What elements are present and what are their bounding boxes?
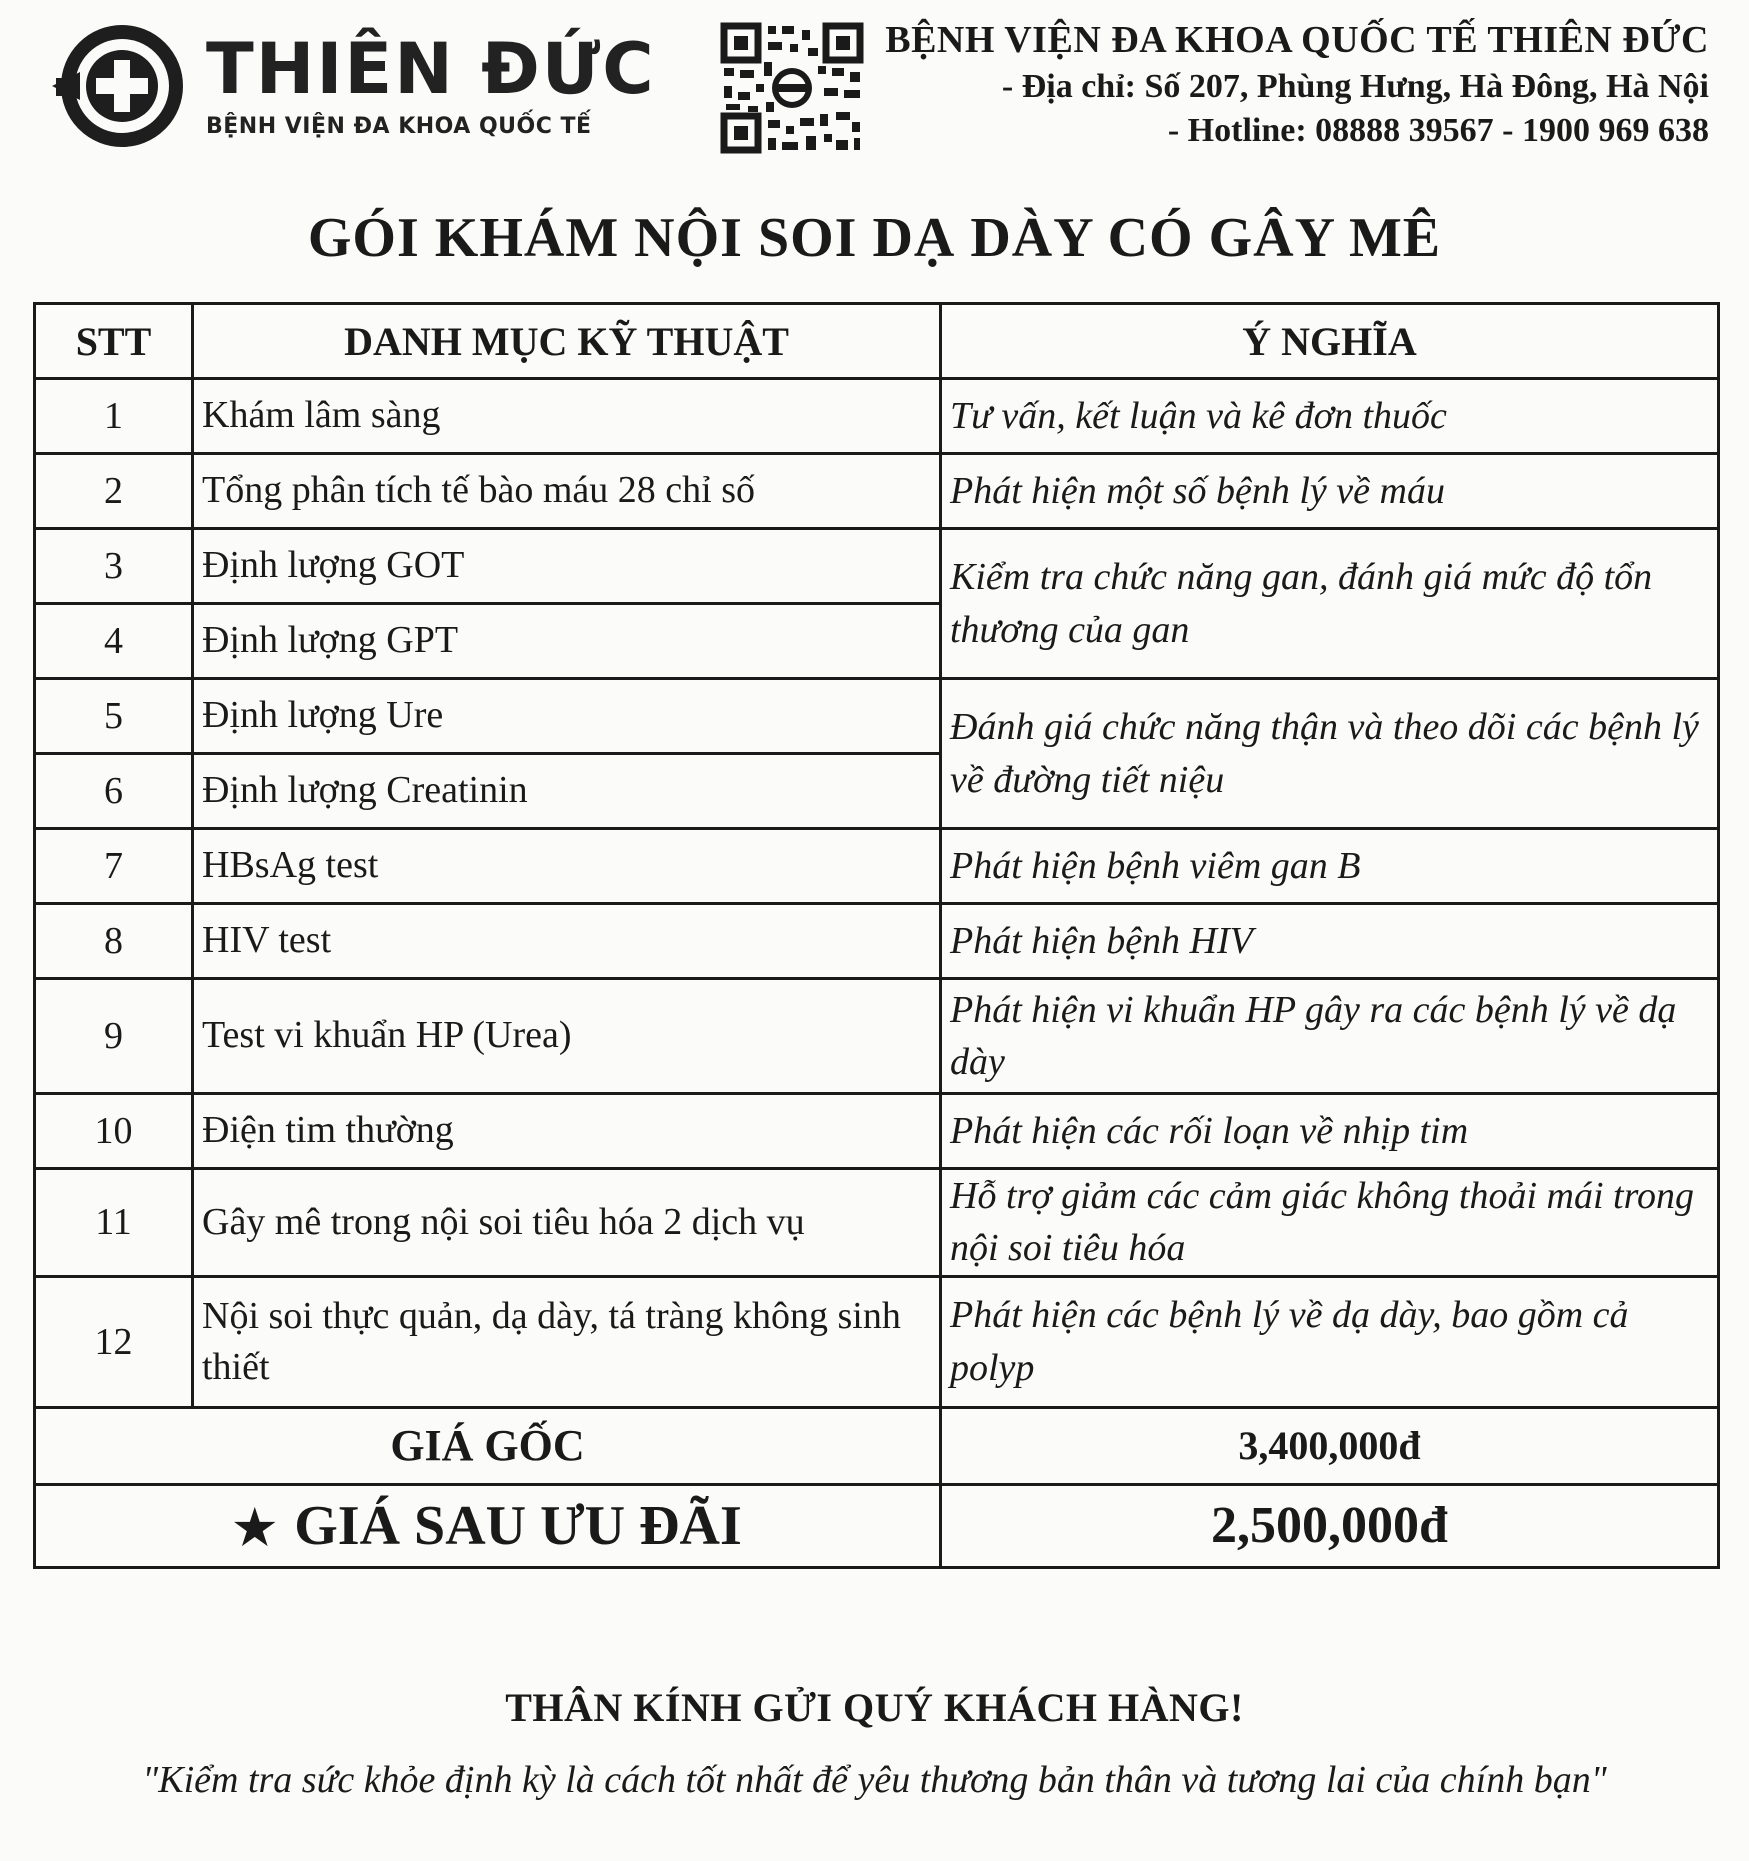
greeting: THÂN KÍNH GỬI QUÝ KHÁCH HÀNG! [505, 1685, 1244, 1730]
star-icon: ★ [233, 1501, 277, 1555]
row-item: Định lượng GPT [193, 604, 941, 679]
row-desc: Phát hiện một số bệnh lý về máu [941, 454, 1719, 529]
row-item: Nội soi thực quản, dạ dày, tá tràng không sinh thiết [193, 1276, 941, 1407]
row-stt: 1 [35, 379, 193, 454]
row-stt: 12 [35, 1276, 193, 1407]
row-item: HIV test [193, 904, 941, 979]
row-item: Định lượng GOT [193, 529, 941, 604]
hospital-info [885, 18, 1709, 150]
cross-logo-icon [50, 20, 190, 152]
row-stt: 9 [35, 979, 193, 1094]
row-stt: 10 [35, 1094, 193, 1169]
row-desc: Phát hiện vi khuẩn HP gây ra các bệnh lý về dạ dày [941, 979, 1719, 1094]
table-row [35, 454, 1719, 529]
row-desc: Kiểm tra chức năng gan, đánh giá mức độ tổn thương của gan [941, 529, 1719, 679]
table-row [35, 829, 1719, 904]
table-row [35, 904, 1719, 979]
row-item: HBsAg test [193, 829, 941, 904]
row-desc: Phát hiện bệnh viêm gan B [941, 829, 1719, 904]
row-stt: 3 [35, 529, 193, 604]
hospital-name: BỆNH VIỆN ĐA KHOA QUỐC TẾ THIÊN ĐỨC [885, 19, 1709, 61]
table-row [35, 1169, 1719, 1277]
promo-price-cell [35, 1484, 941, 1567]
row-item: Định lượng Creatinin [193, 754, 941, 829]
table-row [35, 979, 1719, 1094]
header-meaning: Ý NGHĨA [941, 304, 1719, 379]
original-price-value: 3,400,000đ [941, 1407, 1719, 1484]
row-desc: Phát hiện các bệnh lý về dạ dày, bao gồm cả polyp [941, 1276, 1719, 1407]
original-price-row [35, 1407, 1719, 1484]
table-header-row [35, 304, 1719, 379]
row-stt: 7 [35, 829, 193, 904]
row-item: Test vi khuẩn HP (Urea) [193, 979, 941, 1094]
logo-name: THIÊN ĐỨC [206, 27, 656, 110]
row-desc: Hỗ trợ giảm các cảm giác không thoải mái trong nội soi tiêu hóa [941, 1169, 1719, 1277]
table-row [35, 379, 1719, 454]
row-item: Định lượng Ure [193, 679, 941, 754]
row-desc: Đánh giá chức năng thận và theo dõi các bệnh lý về đường tiết niệu [941, 679, 1719, 829]
closing-quote: "Kiểm tra sức khỏe định kỳ là cách tốt nhất để yêu thương bản thân và tương lai của chính bạn" [142, 1759, 1607, 1801]
row-desc: Phát hiện các rối loạn về nhịp tim [941, 1094, 1719, 1169]
row-stt: 6 [35, 754, 193, 829]
hospital-hotline: - Hotline: 08888 39567 - 1900 969 638 [1167, 112, 1709, 149]
row-stt: 11 [35, 1169, 193, 1277]
header-technique: DANH MỤC KỸ THUẬT [193, 304, 941, 379]
page-header [0, 0, 1749, 170]
table-row [35, 679, 1719, 754]
header-stt: STT [35, 304, 193, 379]
row-desc: Phát hiện bệnh HIV [941, 904, 1719, 979]
table-row [35, 1094, 1719, 1169]
row-stt: 4 [35, 604, 193, 679]
qr-code-icon [720, 22, 864, 154]
promo-price-label: GIÁ SAU ƯU ĐÃI [294, 1494, 742, 1557]
row-stt: 5 [35, 679, 193, 754]
promo-price-value: 2,500,000đ [941, 1484, 1719, 1567]
table-row [35, 529, 1719, 604]
row-item: Điện tim thường [193, 1094, 941, 1169]
row-item: Tổng phân tích tế bào máu 28 chỉ số [193, 454, 941, 529]
row-stt: 8 [35, 904, 193, 979]
logo-subtitle: BỆNH VIỆN ĐA KHOA QUỐC TẾ [206, 113, 592, 139]
promo-price-row [35, 1484, 1719, 1567]
package-table [33, 302, 1720, 1569]
row-desc: Tư vấn, kết luận và kê đơn thuốc [941, 379, 1719, 454]
row-item: Khám lâm sàng [193, 379, 941, 454]
table-row [35, 1276, 1719, 1407]
hospital-logo [50, 20, 656, 152]
original-price-label: GIÁ GỐC [35, 1407, 941, 1484]
package-title: GÓI KHÁM NỘI SOI DẠ DÀY CÓ GÂY MÊ [307, 207, 1442, 269]
row-stt: 2 [35, 454, 193, 529]
hospital-address: - Địa chỉ: Số 207, Phùng Hưng, Hà Đông, Hà Nội [1001, 68, 1709, 105]
row-item: Gây mê trong nội soi tiêu hóa 2 dịch vụ [193, 1169, 941, 1277]
